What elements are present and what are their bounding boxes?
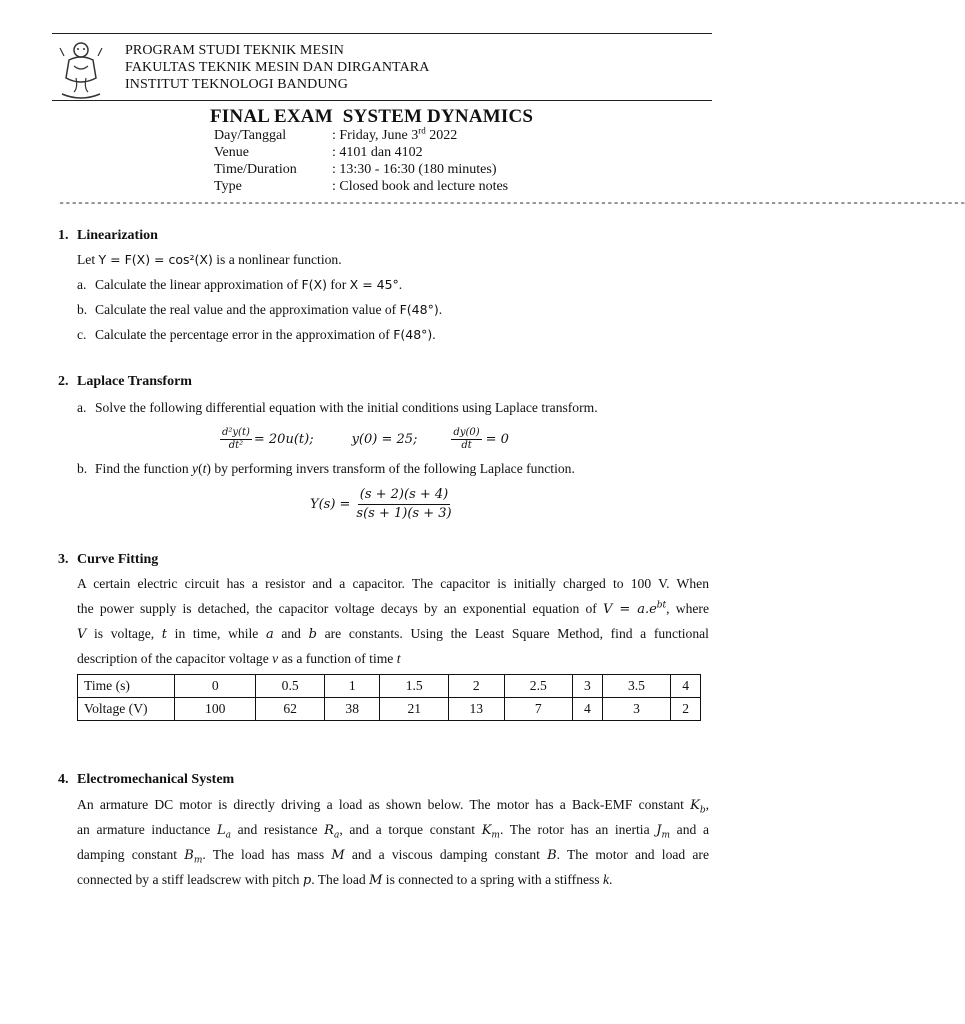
section-4-heading: 4. Electromechanical System	[58, 772, 235, 787]
section-1-heading: 1. Linearization	[58, 228, 158, 243]
info-row-time	[214, 161, 508, 178]
section-4-line-1: An armature DC motor is directly driving a load as shown below. The motor has a Back-EMF constant $K_b$,	[77, 797, 709, 816]
table-cell: 0.5	[256, 675, 325, 698]
section-2-item-a: a. Solve the following differential equation with the initial conditions using Laplace transform.	[77, 400, 598, 415]
info-key: Time/Duration	[214, 162, 297, 177]
header-top-rule	[52, 33, 712, 34]
differential-equation: $\frac{\text{d²y(t)}}{\text{dt²}}$ = 20u(t); y(0) = 25; $\frac{dy(0)}{dt}$ = 0	[222, 426, 509, 451]
dashed-separator: ------------------------------------------------------------------------------------------------------------------------------------------------	[58, 196, 965, 210]
table-cell: 21	[380, 698, 449, 721]
info-row-day	[214, 127, 508, 144]
table-cell: 3	[573, 675, 603, 698]
table-cell: 1.5	[380, 675, 449, 698]
section-1-item-c: c. Calculate the percentage error in the approximation of F(48°).	[77, 327, 436, 342]
section-2-heading: 2. Laplace Transform	[58, 374, 192, 389]
section-2-item-b: b. Find the function y(t) by performing invers transform of the following Laplace function.	[77, 461, 575, 476]
table-cell: 1	[324, 675, 380, 698]
info-value: : 13:30 - 16:30 (180 minutes)	[332, 162, 497, 177]
section-3-line-2: the power supply is detached, the capacitor voltage decays by an exponential equation of $V = a.e^{bt}$, where	[77, 600, 709, 617]
table-cell: 3	[602, 698, 671, 721]
table-cell: 4	[671, 675, 701, 698]
info-row-type	[214, 178, 508, 195]
ys-fraction: $\frac{(s + 2)(s + 4)}{s(s + 1)(s + 3)}$	[356, 486, 452, 521]
section-3-line-3: V is voltage, t in time, while a and b are constants. Using the Least Square Method, find a functional	[77, 626, 709, 642]
table-cell: 13	[449, 698, 505, 721]
info-key: Venue	[214, 145, 249, 160]
info-key: Type	[214, 179, 242, 194]
section-3-heading: 3. Curve Fitting	[58, 552, 159, 567]
table-cell: 4	[573, 698, 603, 721]
header-line-program: PROGRAM STUDI TEKNIK MESIN	[125, 43, 344, 58]
laplace-function: Y(s) = $\frac{(s + 2)(s + 4)}{s(s + 1)(s + 3)}$	[310, 486, 452, 521]
section-3-line-4: description of the capacitor voltage v as a function of time t	[77, 651, 401, 666]
table-row-label: Time (s)	[78, 675, 175, 698]
exam-info	[214, 127, 508, 195]
initial-condition-y0: y(0) = 25;	[351, 431, 418, 447]
section-1-item-b: b. Calculate the real value and the approximation value of F(48°).	[77, 302, 443, 317]
itb-logo	[56, 38, 106, 102]
section-4-line-3: damping constant $B_m$. The load has mass M and a viscous damping constant B. The motor and load are	[77, 847, 709, 866]
header-line-faculty: FAKULTAS TEKNIK MESIN DAN DIRGANTARA	[125, 60, 430, 75]
table-cell: 3.5	[602, 675, 671, 698]
section-4-line-2: an armature inductance $L_a$ and resistance $R_a$, and a torque constant $K_m$. The rotor has an inertia $J_m$ and a	[77, 822, 709, 841]
table-row-label: Voltage (V)	[78, 698, 175, 721]
ganesha-emblem-icon	[56, 38, 106, 102]
table-row	[78, 675, 701, 698]
info-value: : Friday, June 3rd 2022	[332, 125, 458, 143]
info-key: Day/Tanggal	[214, 128, 287, 143]
info-value: : Closed book and lecture notes	[332, 179, 509, 194]
info-row-venue	[214, 144, 508, 161]
header-line-institute: INSTITUT TEKNOLOGI BANDUNG	[125, 77, 348, 92]
table-cell: 2	[671, 698, 701, 721]
section-4-line-4: connected by a stiff leadscrew with pitch p. The load M is connected to a spring with a stiffness k.	[77, 872, 613, 888]
table-cell: 62	[256, 698, 325, 721]
section-1-item-a: a. Calculate the linear approximation of F(X) for X = 45°.	[77, 277, 403, 292]
exam-title: FINAL EXAM SYSTEM DYNAMICS	[210, 106, 534, 127]
eq3-fraction: $\frac{dy(0)}{dt}$	[453, 426, 480, 451]
table-row	[78, 698, 701, 721]
voltage-data-table	[77, 674, 701, 721]
table-cell: 2	[449, 675, 505, 698]
table-cell: 38	[324, 698, 380, 721]
section-3-line-1: A certain electric circuit has a resistor and a capacitor. The capacitor is initially charged to 100 V. When	[77, 576, 709, 591]
info-value: : 4101 dan 4102	[332, 145, 423, 160]
table-cell: 2.5	[504, 675, 573, 698]
eq1-fraction: $\frac{\text{d²y(t)}}{\text{dt²}}$	[222, 426, 250, 451]
table-cell: 0	[175, 675, 256, 698]
header-bottom-rule	[52, 100, 712, 101]
table-cell: 7	[504, 698, 573, 721]
section-1-intro: Let Y = F(X) = cos²(X) is a nonlinear function.	[77, 252, 342, 267]
table-cell: 100	[175, 698, 256, 721]
